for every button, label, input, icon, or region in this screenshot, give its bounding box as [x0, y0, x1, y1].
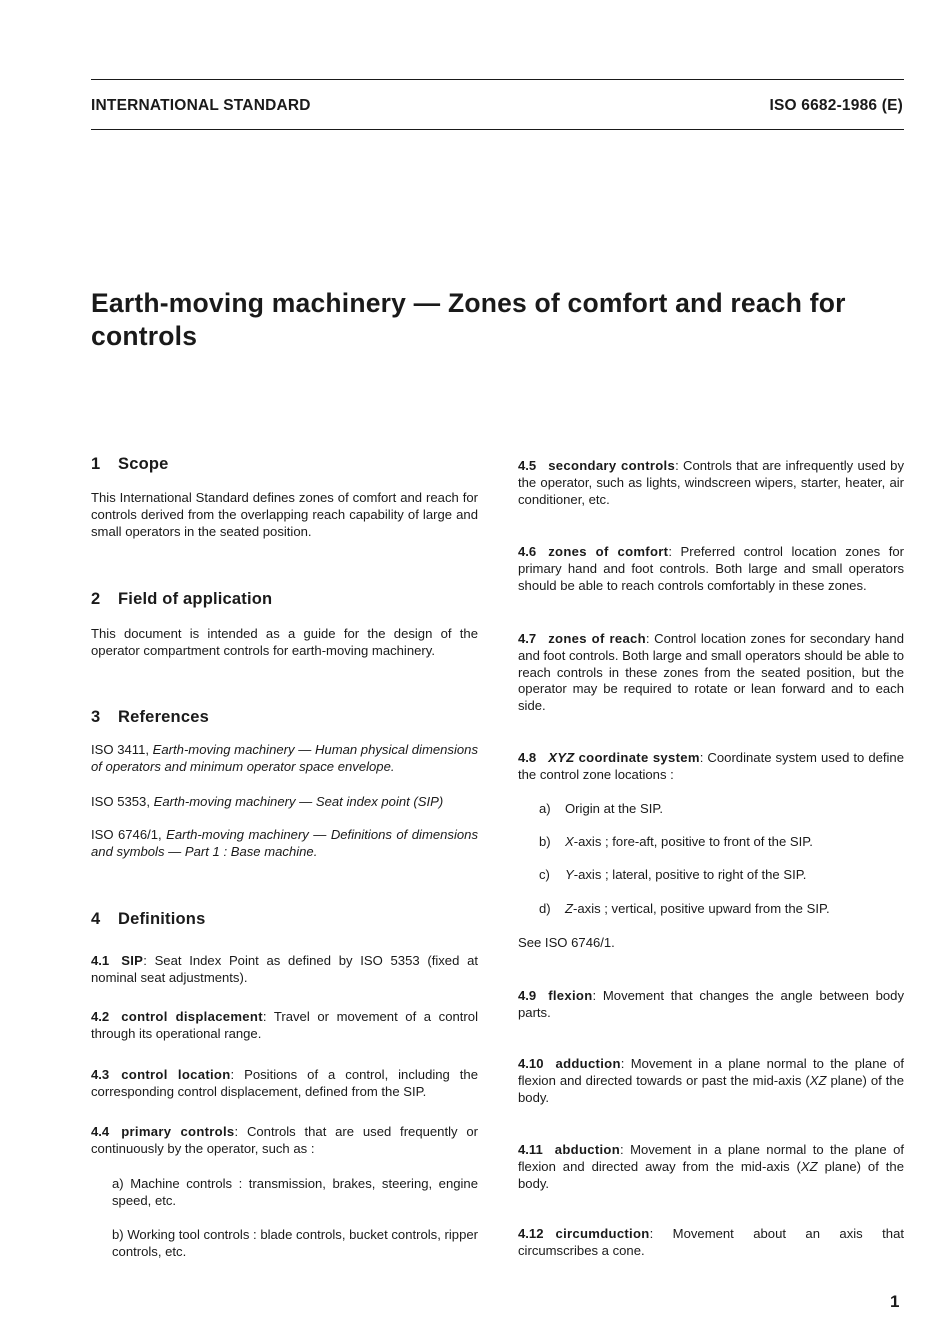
list-text: -axis ; fore-aft, positive to front of the SIP.	[573, 834, 813, 849]
document-title: Earth-moving machinery — Zones of comfort and reach for controls	[91, 288, 846, 351]
clause-term: secondary controls	[548, 458, 676, 473]
section-number: 2	[91, 590, 101, 608]
list-text: Machine controls : transmission, brakes, steering, engine speed, etc.	[112, 1176, 478, 1208]
clause-number: 4.4	[91, 1124, 110, 1139]
section-field-heading	[91, 591, 478, 608]
clause-number: 4.6	[518, 544, 537, 559]
list-label: a)	[539, 801, 551, 816]
definition-4-4	[91, 1124, 478, 1158]
definition-4-12	[518, 1226, 904, 1260]
reference-item	[91, 794, 478, 811]
definition-4-3	[91, 1067, 478, 1101]
clause-term: abduction	[554, 1142, 621, 1157]
clause-number: 4.10	[518, 1056, 544, 1071]
section-scope-heading	[91, 456, 478, 473]
reference-code: ISO 6746/1,	[91, 827, 162, 842]
clause-term: SIP	[121, 953, 144, 968]
list-label: b)	[112, 1227, 124, 1242]
clause-term: flexion	[548, 988, 593, 1003]
definition-4-10	[518, 1056, 904, 1106]
definition-4-2	[91, 1009, 478, 1043]
clause-text: : Preferred control location zones for primary hand and foot controls. Both large and small operators should be able to reach controls comfortably in these zones.	[518, 544, 904, 593]
section-references-heading	[91, 709, 478, 726]
definition-4-8	[518, 750, 904, 784]
clause-term: adduction	[555, 1056, 621, 1071]
clause-term: primary controls	[121, 1124, 235, 1139]
clause-number: 4.11	[518, 1142, 543, 1157]
plane-name: XZ	[800, 1158, 818, 1174]
definition-4-7	[518, 631, 904, 715]
clause-number: 4.12	[518, 1226, 544, 1241]
header-rule-top	[91, 79, 904, 80]
clause-term: control location	[121, 1067, 231, 1082]
section-number: 1	[91, 455, 101, 473]
clause-number: 4.9	[518, 988, 537, 1003]
clause-term-italic: XYZ	[548, 750, 575, 765]
section-title: Field of application	[118, 590, 273, 608]
section-title: References	[118, 708, 209, 726]
list-text: -axis ; lateral, positive to right of the SIP.	[573, 867, 807, 882]
section-title: Scope	[118, 455, 169, 473]
clause-number: 4.7	[518, 631, 537, 646]
reference-title: Earth-moving machinery — Definitions of dimensions and symbols — Part 1 : Base machine.	[91, 827, 478, 859]
clause-text: : Control location zones for secondary hand and foot controls. Both large and small operators should be able to reach controls in these zones from the seated position, but the operator may be required to rotate or lean forward and to each side.	[518, 631, 904, 714]
reference-item	[91, 827, 478, 861]
plane-name: XZ	[809, 1072, 827, 1088]
list-text: -axis ; vertical, positive upward from the SIP.	[573, 901, 830, 916]
reference-item	[91, 742, 478, 776]
definition-4-1	[91, 953, 478, 987]
clause-text: : Coordinate system used to define the control zone locations :	[518, 750, 904, 782]
header-rule-bottom	[91, 129, 904, 130]
list-item	[91, 1227, 478, 1261]
list-item	[518, 801, 904, 818]
clause-number: 4.8	[518, 750, 537, 765]
page-number: 1	[890, 1292, 900, 1311]
definition-4-5	[518, 458, 904, 508]
reference-code: ISO 5353,	[91, 794, 150, 809]
clause-term: coordinate system	[578, 750, 700, 765]
list-item	[518, 867, 904, 884]
reference-title: Earth-moving machinery — Seat index point (SIP)	[153, 794, 444, 809]
field-paragraph: This document is intended as a guide for the design of the operator compartment controls for earth-moving machinery.	[91, 626, 478, 658]
clause-number: 4.1	[91, 953, 110, 968]
clause-term: control displacement	[121, 1009, 263, 1024]
see-reference: See ISO 6746/1.	[518, 935, 615, 950]
section-number: 3	[91, 708, 101, 726]
clause-text: : Seat Index Point as defined by ISO 5353 (fixed at nominal seat adjustments).	[91, 953, 478, 985]
list-label: b)	[539, 834, 551, 849]
definition-4-11	[518, 1142, 904, 1192]
list-label: c)	[539, 867, 550, 882]
clause-number: 4.5	[518, 458, 537, 473]
list-text: Working tool controls : blade controls, bucket controls, ripper controls, etc.	[112, 1227, 478, 1259]
clause-text: : Movement about an axis that circumscribes a cone.	[518, 1226, 904, 1258]
list-text: Origin at the SIP.	[565, 801, 664, 816]
axis-name: X	[565, 834, 574, 849]
clause-text: plane) of the body.	[518, 1072, 904, 1105]
standard-number: ISO 6682-1986 (E)	[769, 97, 903, 114]
clause-number: 4.2	[91, 1009, 110, 1024]
definition-4-9	[518, 988, 904, 1022]
definition-4-6	[518, 544, 904, 594]
reference-title: Earth-moving machinery — Human physical dimensions of operators and minimum operator space envelope.	[91, 742, 478, 774]
list-label: d)	[539, 901, 551, 916]
clause-text: : Movement that changes the angle between body parts.	[518, 988, 904, 1020]
clause-text: : Controls that are used frequently or continuously by the operator, such as :	[91, 1124, 479, 1156]
reference-code: ISO 3411,	[91, 742, 149, 757]
clause-text: : Controls that are infrequently used by the operator, such as lights, windscreen wipers, starter, heater, air conditioner, etc.	[518, 458, 904, 507]
clause-text: : Movement in a plane normal to the plane of flexion and directed away from the mid-axis (	[518, 1142, 904, 1174]
list-item	[91, 1176, 478, 1210]
document-type-label: INTERNATIONAL STANDARD	[91, 97, 311, 114]
scope-paragraph: This International Standard defines zones of comfort and reach for controls derived from the overlapping reach capability of large and small operators in the seated position.	[91, 490, 478, 539]
section-number: 4	[91, 910, 101, 928]
clause-text: : Travel or movement of a control through its operational range.	[91, 1009, 478, 1041]
clause-term: zones of reach	[548, 631, 646, 646]
list-label: a)	[112, 1176, 124, 1191]
clause-text: plane) of the body.	[518, 1158, 904, 1191]
clause-text: : Movement in a plane normal to the plane of flexion and directed towards or past the mid-axis (	[518, 1056, 904, 1088]
section-definitions-heading	[91, 911, 478, 928]
clause-term: circumduction	[555, 1226, 650, 1241]
axis-name: Y	[565, 867, 574, 882]
list-item	[518, 834, 904, 851]
clause-text: : Positions of a control, including the corresponding control displacement, defined from the SIP.	[91, 1067, 478, 1099]
clause-number: 4.3	[91, 1067, 110, 1082]
list-item	[518, 901, 904, 918]
section-title: Definitions	[118, 910, 206, 928]
clause-term: zones of comfort	[548, 544, 669, 559]
axis-name: Z	[565, 901, 573, 916]
